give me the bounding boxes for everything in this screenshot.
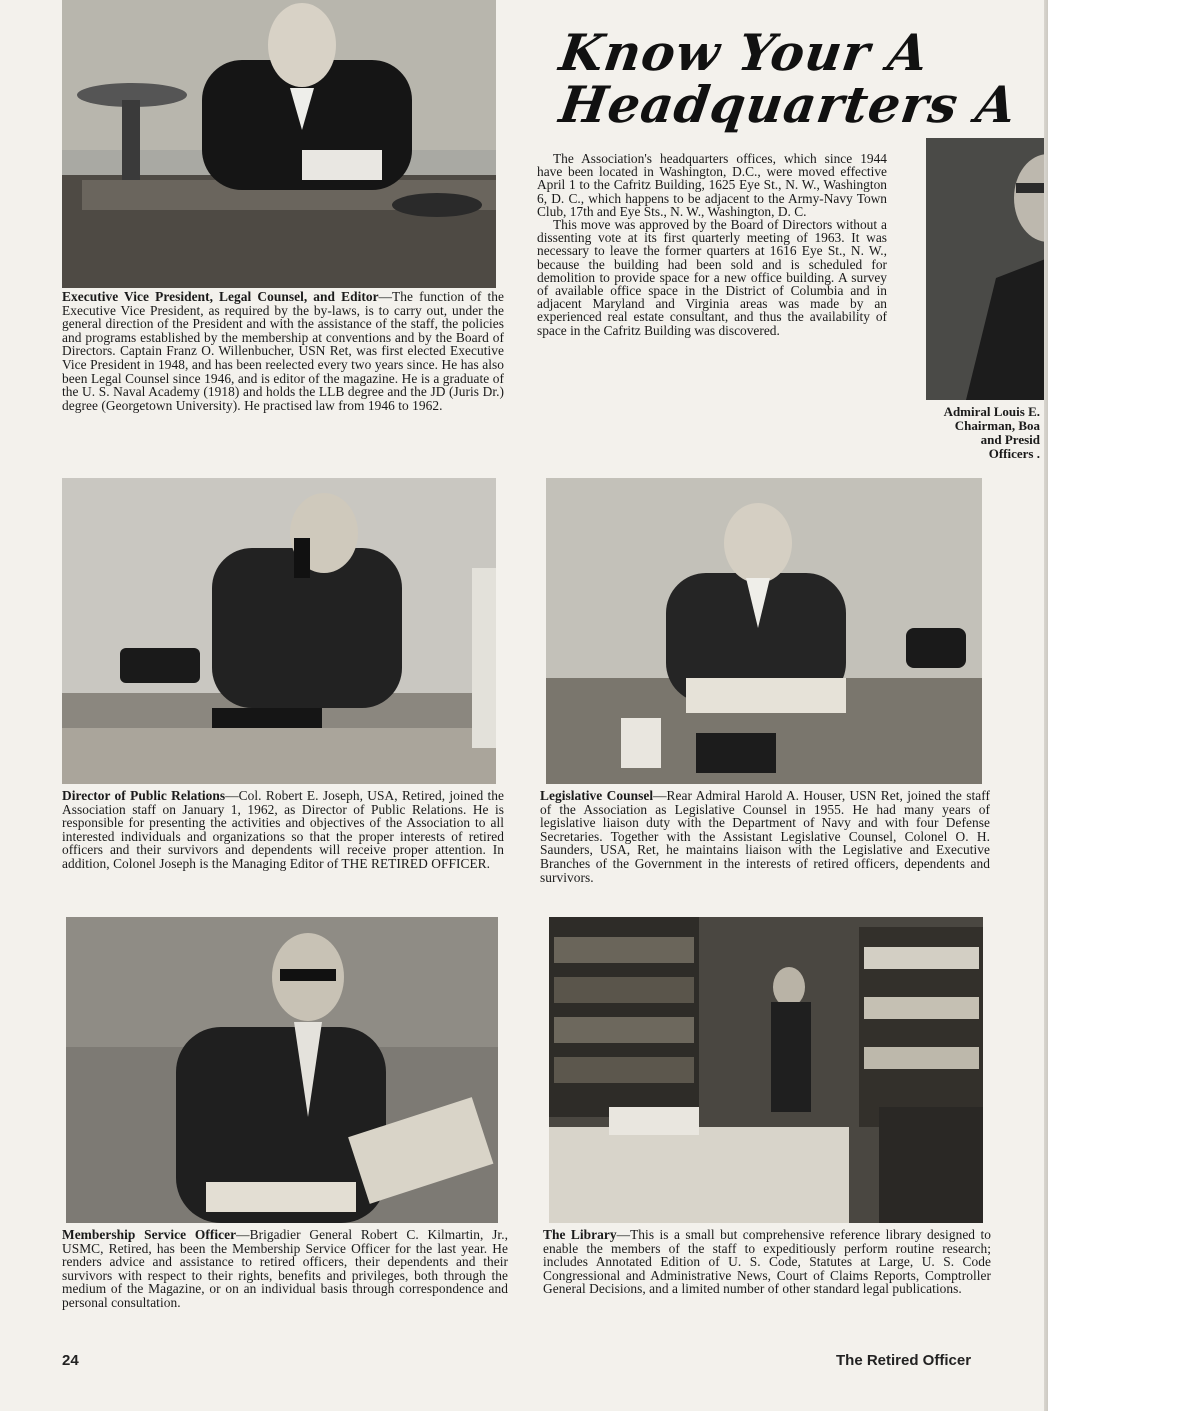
caption-lead: Legislative Counsel: [540, 788, 654, 803]
caption-legislative-counsel: [540, 789, 990, 884]
portrait-caption-line-2: Chairman, Boa: [954, 418, 1040, 433]
photo-admiral-portrait: [926, 138, 1048, 400]
photo-membership-service-officer: [66, 917, 498, 1223]
caption-body: —The function of the Executive Vice President, as required by the by-laws, is to carry out, under the general direction of the President and with the assistance of the staff, the policies and programs established by the membership at conventions and by the Board of Directors. Captain Franz O. Willenbucher, USN Ret, was first elected Executive Vice President in 1948, and has been reelected every two years since. He has also been Legal Counsel since 1946, and is editor of the magazine. He is a graduate of the U. S. Naval Academy (1918) and holds the LLB degree and the JD (Juris Dr.) degree (Georgetown University). He practised law from 1946 to 1962.: [62, 289, 504, 413]
photo-legislative-counsel: [546, 478, 982, 784]
page-number: 24: [62, 1352, 79, 1369]
caption-membership-service-officer: [62, 1228, 508, 1310]
caption-lead: The Library: [543, 1227, 617, 1242]
caption-lead: Director of Public Relations: [62, 788, 226, 803]
caption-body: —This is a small but comprehensive reference library designed to enable the members of the staff to expeditiously perform routine research; includes Annotated Edition of U. S. Code, Statutes at Large, U. S. Code Congressional and Administrative News, Court of Claims Reports, Comptroller General Decisions, and a limited number of other standard legal publications.: [543, 1227, 991, 1297]
photo-director-public-relations: [62, 478, 496, 784]
intro-paragraph-1: The Association's headquarters offices, which since 1944 have been located in Washington, D.C., were moved effective April 1 to the Cafritz Building, 1625 Eye St., N. W., Washington 6, D. C., which happens to be adjacent to the Army-Navy Town Club, 17th and Eye Sts., N. W., Washington, D. C.: [537, 151, 887, 219]
caption-executive-vice-president: [62, 290, 504, 412]
caption-body: —Col. Robert E. Joseph, USA, Retired, joined the Association staff on January 1, 1962, as Director of Public Relations. He is responsible for presenting the activities and objectives of the Association to all interested individuals and organizations so that the proper interests of retired officers and their survivors and dependents will receive proper attention. In addition, Colonel Joseph is the Managing Editor of THE RETIRED OFFICER.: [62, 788, 505, 871]
portrait-caption-line-4: Officers .: [988, 446, 1040, 461]
portrait-caption-line-1: Admiral Louis E.: [943, 404, 1040, 419]
caption-lead: Membership Service Officer: [62, 1227, 237, 1242]
intro-article: [537, 152, 887, 337]
caption-body: —Brigadier General Robert C. Kilmartin, Jr., USMC, Retired, has been the Membership Service Officer for the last year. He renders advice and assistance to retired officers, their dependents and their survivors with respect to their rights, benefits and privileges, both through the medium of the Magazine, or on an individual basis through correspondence and personal consultation.: [62, 1227, 508, 1310]
publication-title: The Retired Officer: [836, 1352, 972, 1369]
intro-paragraph-2: This move was approved by the Board of Directors without a dissenting vote at its first quarterly meeting of 1963. It was necessary to leave the former quarters at 1616 Eye St., N. W., because the building had been sold and is scheduled for demolition to provide space for a new office building. A survey of available office space in the District of Columbia and in adjacent Maryland and Virginia areas was made by an experienced real estate consultant, and thus the availability of space in the Cafritz Building was discovered.: [537, 217, 887, 338]
page-edge: [1048, 0, 1200, 1411]
photo-executive-vice-president: [62, 0, 496, 288]
portrait-caption-line-3: and Presid: [980, 432, 1040, 447]
caption-director-public-relations: [62, 789, 504, 871]
photo-library: [549, 917, 983, 1223]
headline-line-2: Headquarters A: [555, 75, 1021, 134]
caption-lead: Executive Vice President, Legal Counsel, and Editor: [62, 289, 379, 304]
caption-library: [543, 1228, 991, 1296]
caption-admiral-portrait: [920, 405, 1040, 461]
headline-line-1: Know Your A: [555, 23, 933, 82]
caption-body: —Rear Admiral Harold A. Houser, USN Ret, joined the staff of the Association as Legislative Counsel in 1955. He had many years of legislative liaison duty with the Department of Navy and with four Defense Secretaries. Together with the Assistant Legislative Counsel, Colonel O. H. Saunders, USA, Ret, he maintains liaison with the Legislative and Executive Branches of the Government in the interests of retired officers, dependents and survivors.: [540, 788, 990, 885]
